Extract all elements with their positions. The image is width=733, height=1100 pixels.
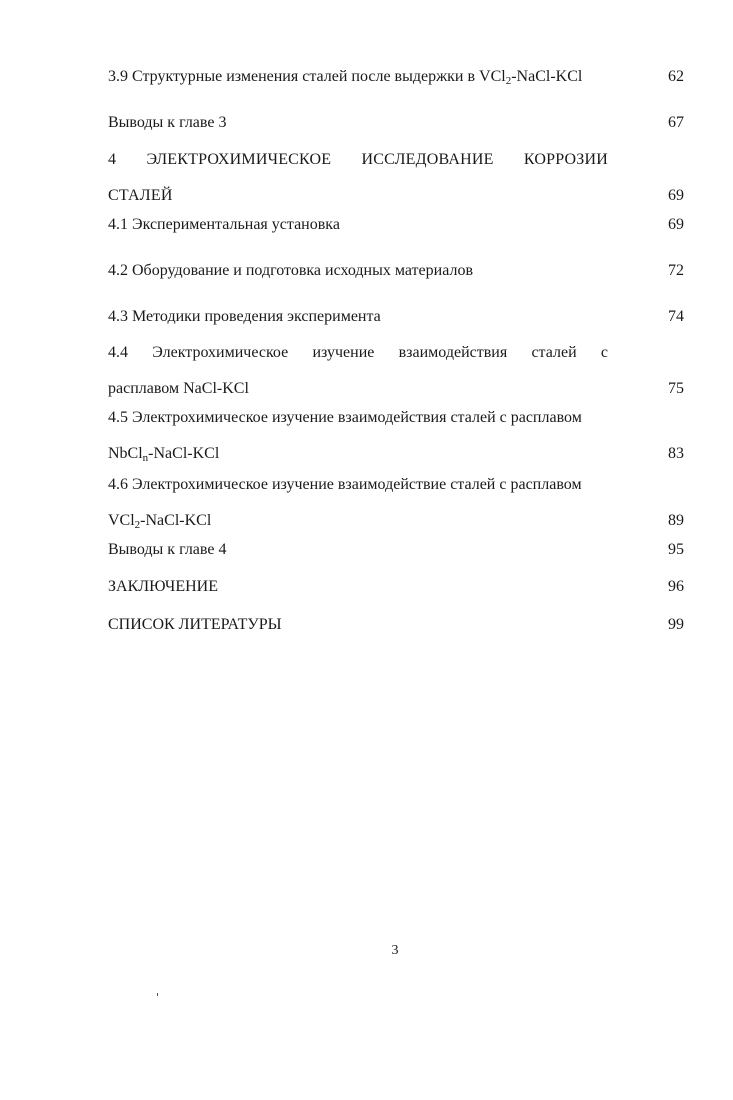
toc-page-number: 89 — [668, 512, 684, 529]
toc-entry-title-line1: 4 ЭЛЕКТРОХИМИЧЕСКОЕ ИССЛЕДОВАНИЕ КОРРОЗИИ — [108, 151, 608, 168]
toc-entry-title: Выводы к главе 4 — [108, 541, 227, 558]
toc-entry-title-line1: 4.4 Электрохимическое изучение взаимодействия сталей с — [108, 344, 608, 361]
toc-entry-title: Выводы к главе 3 — [108, 114, 227, 131]
toc-page-number: 74 — [668, 308, 684, 325]
toc-entry-4-3[interactable] — [108, 306, 684, 328]
page-number: 3 — [391, 943, 399, 958]
toc-entry-4-1[interactable] — [108, 214, 684, 236]
toc-entry-title: СПИСОК ЛИТЕРАТУРЫ — [108, 616, 282, 633]
toc-entry-title-line2: СТАЛЕЙ — [108, 187, 173, 204]
toc-page-number: 69 — [668, 216, 684, 233]
toc-page-number: 72 — [668, 262, 684, 279]
toc-page-number: 83 — [668, 445, 684, 462]
toc-entry-chapter-4[interactable] — [108, 149, 684, 207]
toc-entry-3-9[interactable] — [108, 66, 684, 88]
toc-entry-4-6[interactable] — [108, 474, 684, 532]
scan-speck — [157, 993, 158, 996]
toc-entry-title-line2: VCl$_2$-NaCl-KCl — [108, 512, 212, 531]
toc-entry-conclusions-ch3[interactable] — [108, 112, 684, 134]
toc-entry-title: 3.9 Структурные изменения сталей после выдержки в VCl$_2$-NaCl-KCl — [108, 68, 583, 87]
toc-entry-4-5[interactable] — [108, 407, 684, 465]
toc-entry-title: 4.3 Методики проведения эксперимента — [108, 308, 381, 325]
toc-page-number: 69 — [668, 187, 684, 204]
toc-entry-4-2[interactable] — [108, 260, 684, 282]
toc-entry-conclusions-ch4[interactable] — [108, 539, 684, 561]
toc-page-number: 67 — [668, 114, 684, 131]
toc-page-number: 62 — [668, 68, 684, 85]
toc-entry-title-line2: NbCl$_n$-NaCl-KCl — [108, 445, 220, 464]
toc-page-number: 96 — [668, 578, 684, 595]
toc-entry-title-line2: расплавом NaCl-KCl — [108, 380, 249, 397]
toc-entry-references[interactable] — [108, 614, 684, 636]
toc-entry-title-line1: 4.5 Электрохимическое изучение взаимодействия сталей с расплавом — [108, 409, 582, 426]
toc-entry-conclusion[interactable] — [108, 576, 684, 598]
toc-entry-title: 4.2 Оборудование и подготовка исходных материалов — [108, 262, 473, 279]
toc-page-number: 99 — [668, 616, 684, 633]
toc-page-number: 75 — [668, 380, 684, 397]
toc-entry-title: 4.1 Экспериментальная установка — [108, 216, 340, 233]
toc-entry-title-line1: 4.6 Электрохимическое изучение взаимодействие сталей с расплавом — [108, 476, 582, 493]
toc-entry-title: ЗАКЛЮЧЕНИЕ — [108, 578, 218, 595]
toc-page-number: 95 — [668, 541, 684, 558]
toc-entry-4-4[interactable] — [108, 342, 684, 400]
